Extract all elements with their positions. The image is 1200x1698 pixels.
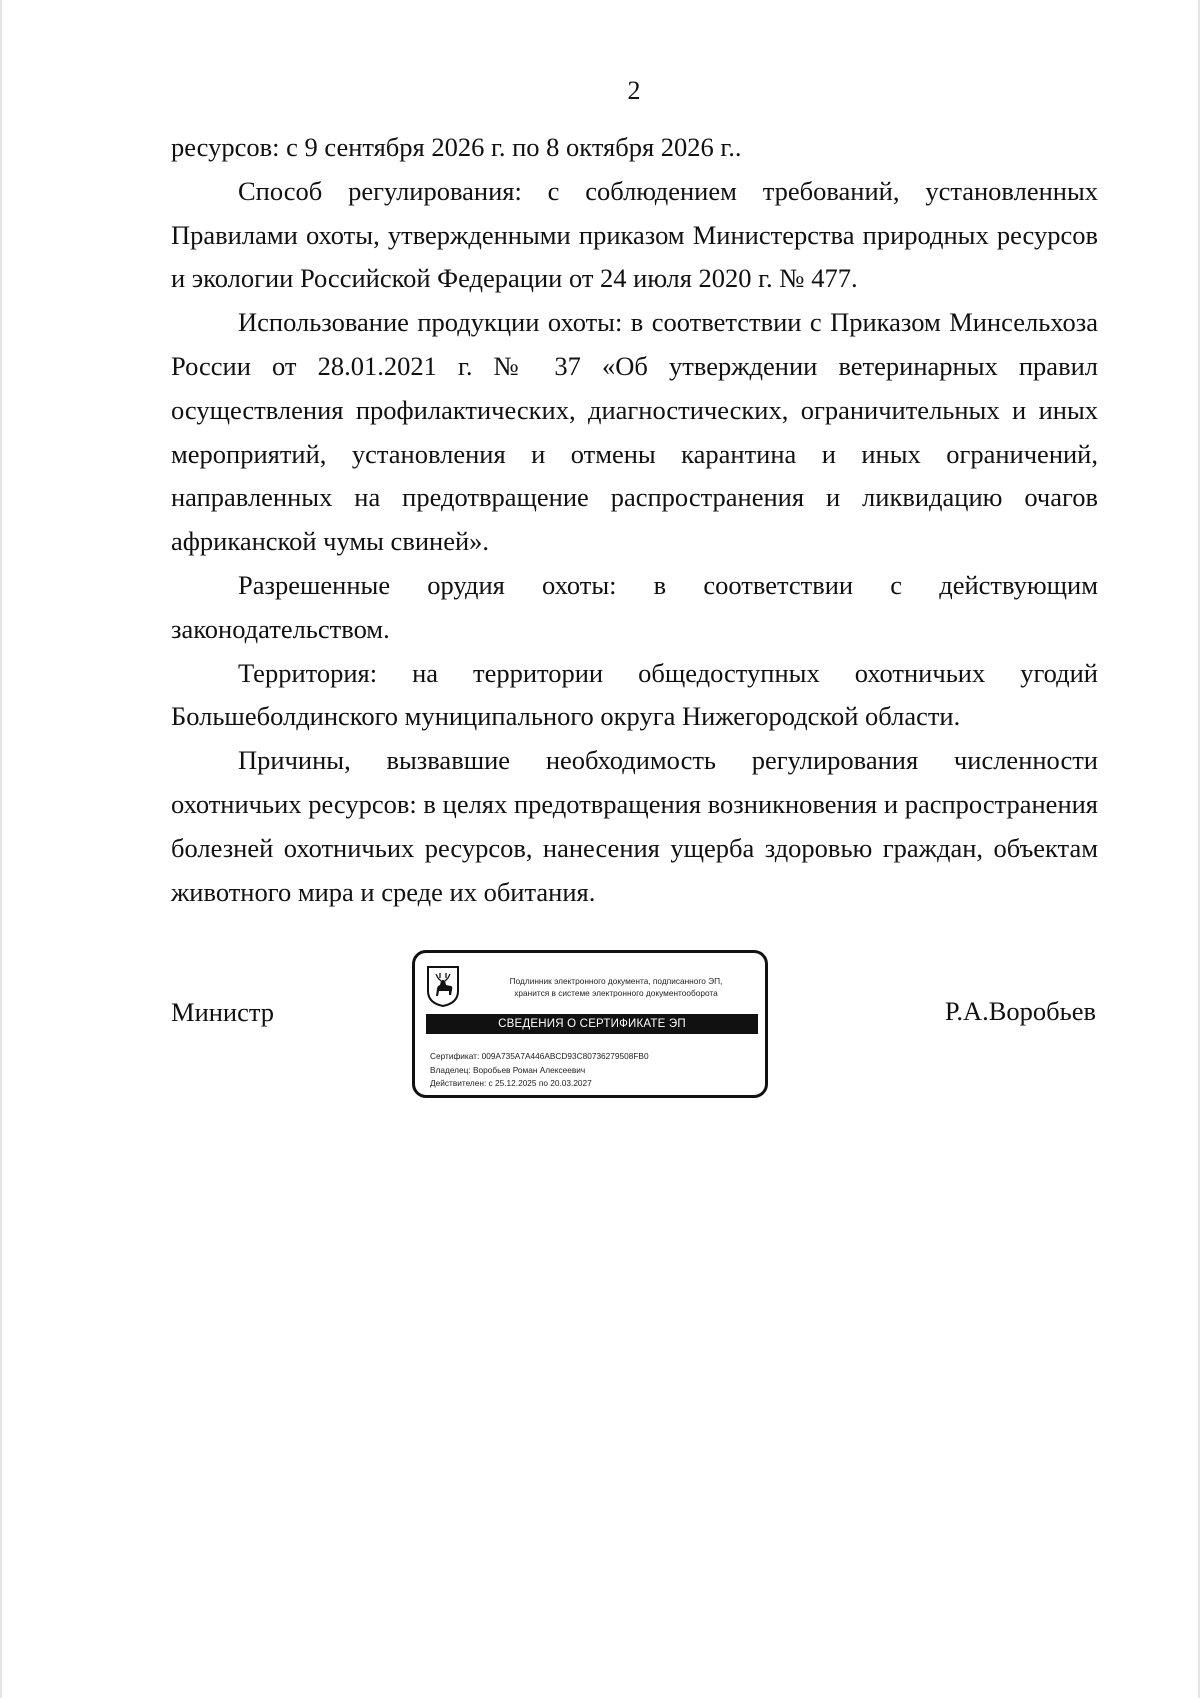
stamp-certificate-number: Сертификат: 009A735A7A446ABCD93C80736279508FB0 [430,1051,649,1061]
signatory-title: Министр [171,997,275,1027]
document-body [171,126,1098,914]
stamp-original-notice [471,975,761,999]
deer-coat-of-arms-icon [426,965,460,1007]
stamp-certificate-details [430,1050,649,1091]
stamp-original-line-1: Подлинник электронного документа, подписанного ЭП, [509,976,723,986]
paragraph-territory: Территория: на территории общедоступных охотничьих угодий Большеболдинского муниципального округа Нижегородской области. [171,657,1098,732]
electronic-signature-stamp [412,950,768,1098]
stamp-certificate-header: СВЕДЕНИЯ О СЕРТИФИКАТЕ ЭП [426,1014,758,1034]
stamp-validity: Действителен: с 25.12.2025 по 20.03.2027 [430,1078,592,1088]
paragraph-regulation-method: Способ регулирования: с соблюдением требований, установленных Правилами охоты, утвержденными приказом Министерства природных ресурсов и экологии Российской Федерации от 24 июля 2020 г. № 477. [171,175,1098,294]
paragraph-reasons: Причины, вызвавшие необходимость регулирования численности охотничьих ресурсов: в целях предотвращения возникновения и распространения болезней охотничьих ресурсов, нанесения ущерба здоровью граждан, объектам животного мира и среде их обитания. [171,745,1098,907]
scan-edge-left [0,0,2,1698]
signature-block [171,950,1096,1105]
stamp-original-line-2: хранится в системе электронного документооборота [514,988,718,998]
page-number: 2 [627,76,641,105]
paragraph-product-usage: Использование продукции охоты: в соответствии с Приказом Минсельхоза России от 28.01.2021 г. № 37 «Об утверждении ветеринарных правил осуществления профилактических, диагностических, ограничительных и иных мероприятий, установления и отмены карантина и иных ограничений, направленных на предотвращение распространения и ликвидацию очагов африканской чумы свиней». [171,307,1098,557]
signatory-name: Р.А.Воробьев [944,996,1096,1026]
stamp-owner: Владелец: Воробьев Роман Алексеевич [430,1064,586,1075]
paragraph-hunting-tools: Разрешенные орудия охоты: в соответствии с действующим законодательством. [171,569,1098,644]
paragraph-period: ресурсов: с 9 сентября 2026 г. по 8 октября 2026 г.. [171,132,742,162]
